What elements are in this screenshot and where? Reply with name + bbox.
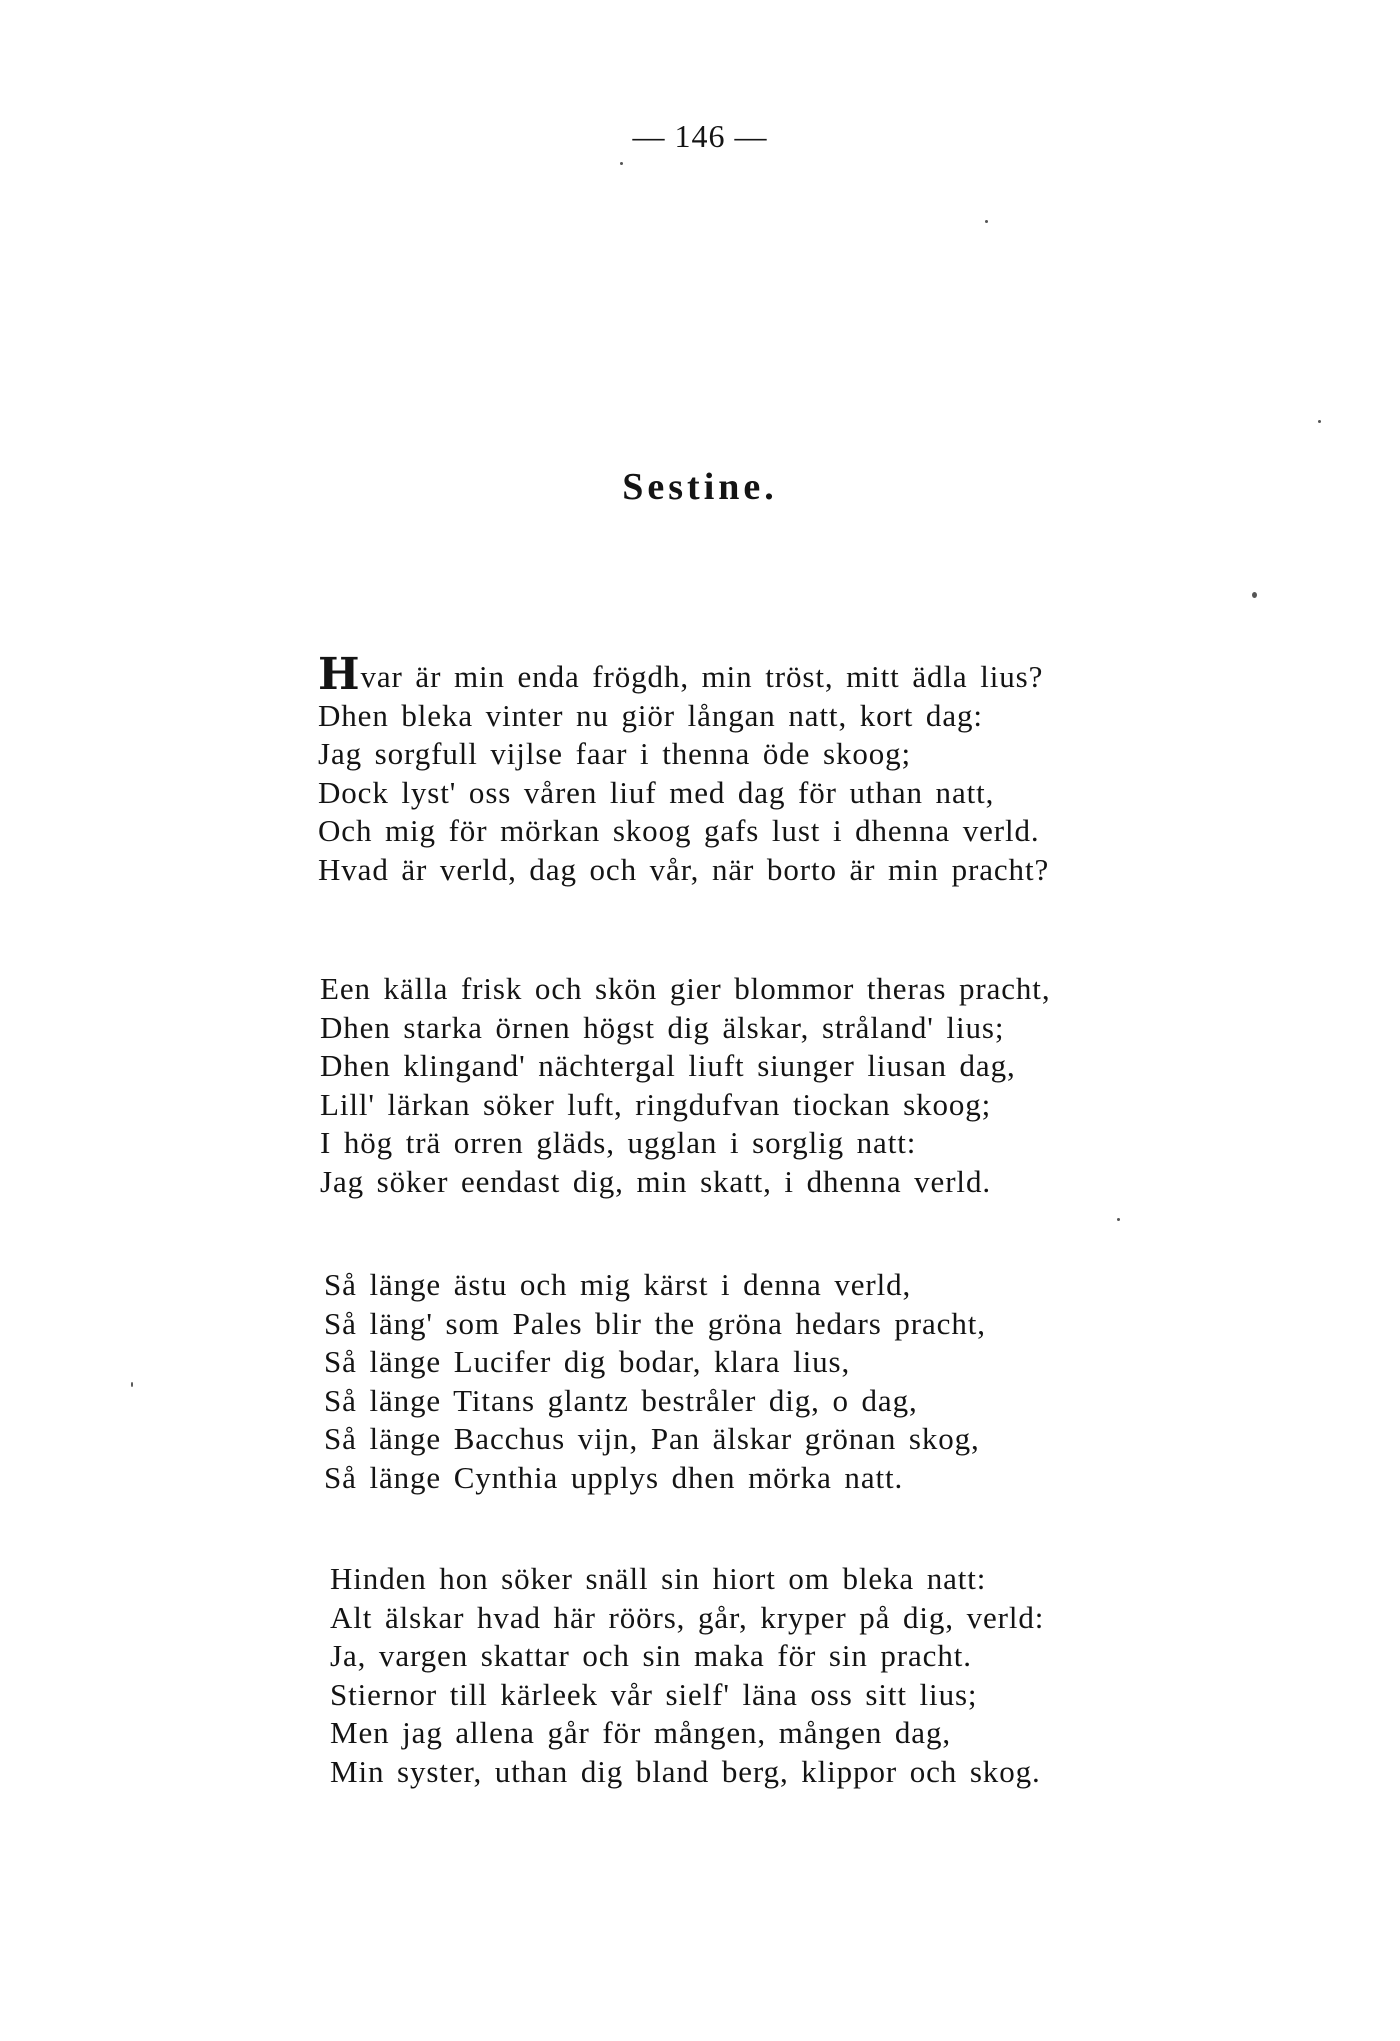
poem-line: Hvad är verld, dag och vår, när borto är min pracht? bbox=[318, 851, 1050, 887]
scan-speck bbox=[620, 162, 623, 165]
poem-line: Dock lyst' oss våren liuf med dag för uthan natt, bbox=[318, 774, 995, 810]
poem-line: Så länge Cynthia upplys dhen mörka natt. bbox=[324, 1459, 904, 1495]
poem-line: Een källa frisk och skön gier blommor theras pracht, bbox=[320, 971, 1051, 1006]
scan-speck bbox=[1252, 592, 1257, 598]
poem-line: Dhen starka örnen högst dig älskar, stråland' lius; bbox=[320, 1009, 1005, 1045]
stanza-3 bbox=[324, 1266, 986, 1498]
poem-title: Sestine. bbox=[622, 466, 778, 508]
poem-line: Alt älskar hvad här röörs, går, kryper på dig, verld: bbox=[330, 1599, 1045, 1635]
stanza-4 bbox=[330, 1560, 1044, 1792]
scan-speck bbox=[1117, 1218, 1120, 1221]
scan-speck bbox=[985, 220, 988, 223]
poem-line: Jag sorgfull vijlse faar i thenna öde skoog; bbox=[318, 736, 912, 772]
poem-line: Hvar är min enda frögdh, min tröst, mitt ädla lius? bbox=[318, 649, 1044, 700]
poem-line: Min syster, uthan dig bland berg, klippor och skog. bbox=[330, 1753, 1041, 1789]
poem-line: Så länge Titans glantz bestråler dig, o dag, bbox=[324, 1382, 918, 1418]
poem-line: Så läng' som Pales blir the gröna hedars pracht, bbox=[324, 1305, 986, 1341]
poem-line: I hög trä orren gläds, ugglan i sorglig natt: bbox=[320, 1125, 917, 1161]
poem-line: Och mig för mörkan skoog gafs lust i dhenna verld. bbox=[318, 813, 1040, 849]
poem-line: Dhen klingand' nächtergal liuft siunger liusan dag, bbox=[320, 1048, 1016, 1084]
poem-line: Hinden hon söker snäll sin hiort om bleka natt: bbox=[330, 1561, 987, 1596]
scan-speck bbox=[1318, 420, 1321, 423]
scan-speck bbox=[131, 1382, 133, 1387]
poem-line: Men jag allena går för mången, mången dag, bbox=[330, 1715, 951, 1751]
poem-line: Så länge Lucifer dig bodar, klara lius, bbox=[324, 1344, 851, 1380]
poem-line: Dhen bleka vinter nu giör långan natt, kort dag: bbox=[318, 697, 983, 733]
stanza-2 bbox=[320, 970, 1050, 1202]
poem-line: Stiernor till kärleek vår sielf' läna oss sitt lius; bbox=[330, 1676, 978, 1712]
drop-initial: H bbox=[318, 649, 361, 700]
poem-line: Jag söker eendast dig, min skatt, i dhenna verld. bbox=[320, 1163, 991, 1199]
poem-line: Så länge ästu och mig kärst i denna verld, bbox=[324, 1267, 912, 1302]
stanza-1 bbox=[318, 649, 1050, 890]
poem-line: Lill' lärkan söker luft, ringdufvan tiockan skoog; bbox=[320, 1086, 992, 1122]
page-number: — 146 — bbox=[632, 118, 768, 154]
poem-line: Ja, vargen skattar och sin maka för sin pracht. bbox=[330, 1638, 972, 1674]
poem-line: Så länge Bacchus vijn, Pan älskar grönan skog, bbox=[324, 1421, 980, 1457]
